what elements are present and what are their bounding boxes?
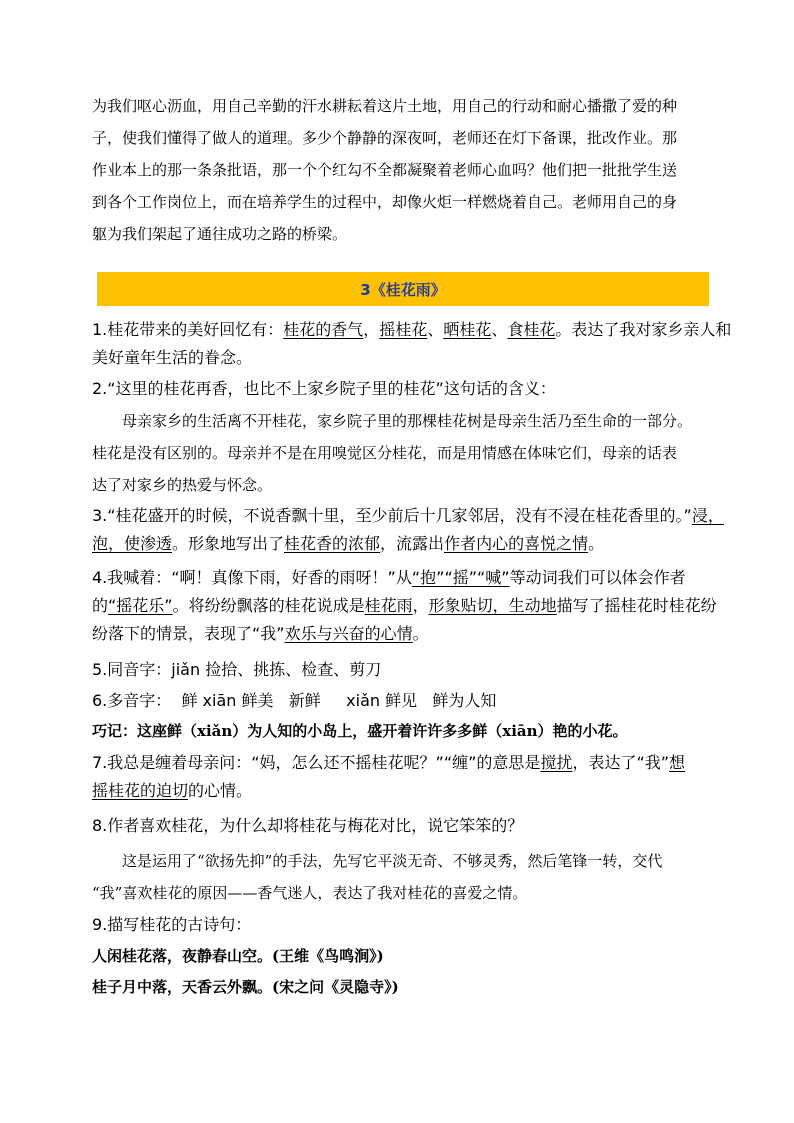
q4-line-1: 4.我喊着：“啊！真像下雨，好香的雨呀！”从“抱”“摇”“喊”等动词我们可以体会作者 bbox=[92, 568, 686, 587]
q6-tip-text: 巧记：这座鲜（xiǎn）为人知的小岛上，盛开着许许多多鲜（xiān）艳的小花。 bbox=[92, 722, 628, 740]
q5-text: 5.同音字：jiǎn 捡拾、挑拣、检查、剪刀 bbox=[92, 660, 382, 679]
q2-answer-line: 达了对家乡的热爱与怀念。 bbox=[92, 476, 273, 494]
q7-line-2: 摇桂花的迫切的心情。 bbox=[92, 781, 253, 800]
question-7 bbox=[92, 749, 732, 805]
q6-text: 6.多音字： 鲜 xiān 鲜美 新鲜 xiǎn 鲜见 鲜为人知 bbox=[92, 691, 497, 710]
q4-line-2: 的“摇花乐”。将纷纷飘落的桂花说成是桂花雨，形象贴切，生动地描写了摇桂花时桂花纷 bbox=[92, 596, 717, 615]
q2-answer-line: 母亲家乡的生活离不开桂花，家乡院子里的那棵桂花树是母亲生活乃至生命的一部分。 bbox=[122, 412, 693, 430]
q9-poems bbox=[92, 941, 732, 1003]
intro-line: 为我们呕心沥血，用自己辛勤的汗水耕耘着这片土地，用自己的行动和耐心播撒了爱的种 bbox=[92, 97, 678, 115]
section-title-banner bbox=[97, 272, 709, 306]
q9-question: 9.描写桂花的古诗句： bbox=[92, 915, 252, 934]
question-2 bbox=[92, 375, 732, 403]
q1-line-1: 1.桂花带来的美好回忆有：桂花的香气，摇桂花、晒桂花、食桂花。表达了我对家乡亲人和 bbox=[92, 320, 732, 339]
intro-line: 子，使我们懂得了做人的道理。多少个静静的深夜呵，老师还在灯下备课，批改作业。那 bbox=[92, 129, 678, 147]
question-1 bbox=[92, 316, 732, 372]
intro-line: 躯为我们架起了通往成功之路的桥梁。 bbox=[92, 225, 348, 243]
question-6 bbox=[92, 687, 732, 715]
q6-tip bbox=[92, 716, 732, 746]
poem-line: 桂子月中落，天香云外飘。(宋之问《灵隐寺》) bbox=[92, 978, 399, 996]
q3-line-1: 3.“桂花盛开的时候，不说香飘十里，至少前后十几家邻居，没有不浸在桂花香里的。”浸， bbox=[92, 506, 724, 525]
question-4 bbox=[92, 564, 732, 648]
q2-answer bbox=[92, 405, 732, 501]
section-title: 3《桂花雨》 bbox=[360, 280, 446, 299]
q8-answer-line: “我”喜欢桂花的原因——香气迷人，表达了我对桂花的喜爱之情。 bbox=[92, 884, 528, 902]
q1-line-2: 美好童年生活的眷念。 bbox=[92, 348, 253, 367]
q7-line-1: 7.我总是缠着母亲问：“妈，怎么还不摇桂花呢？”“缠”的意思是搅扰，表达了“我”想 bbox=[92, 753, 686, 772]
q3-line-2: 泡，使渗透。形象地写出了桂花香的浓郁，流露出作者内心的喜悦之情。 bbox=[92, 534, 605, 553]
q8-answer-line: 这是运用了“欲扬先抑”的手法，先写它平淡无奇、不够灵秀，然后笔锋一转，交代 bbox=[122, 852, 663, 870]
intro-line: 到各个工作岗位上，而在培养学生的过程中，却像火炬一样燃烧着自己。老师用自己的身 bbox=[92, 193, 678, 211]
q8-answer bbox=[92, 845, 732, 909]
q8-question: 8.作者喜欢桂花，为什么却将桂花与梅花对比，说它笨笨的？ bbox=[92, 816, 524, 835]
question-5 bbox=[92, 656, 732, 684]
q4-line-3: 纷落下的情景，表现了“我”欢乐与兴奋的心情。 bbox=[92, 624, 429, 643]
question-3 bbox=[92, 502, 732, 558]
intro-paragraph bbox=[92, 90, 732, 250]
question-8 bbox=[92, 812, 732, 840]
intro-line: 作业本上的那一条条批语，那一个个红勾不全都凝聚着老师心血吗？他们把一批批学生送 bbox=[92, 161, 678, 179]
question-9 bbox=[92, 911, 732, 939]
q2-answer-line: 桂花是没有区别的。母亲并不是在用嗅觉区分桂花，而是用情感在体味它们，母亲的话表 bbox=[92, 444, 678, 462]
poem-line: 人闲桂花落，夜静春山空。(王维《鸟鸣涧》) bbox=[92, 947, 384, 965]
q2-question: 2.“这里的桂花再香，也比不上家乡院子里的桂花”这句话的含义： bbox=[92, 379, 556, 398]
